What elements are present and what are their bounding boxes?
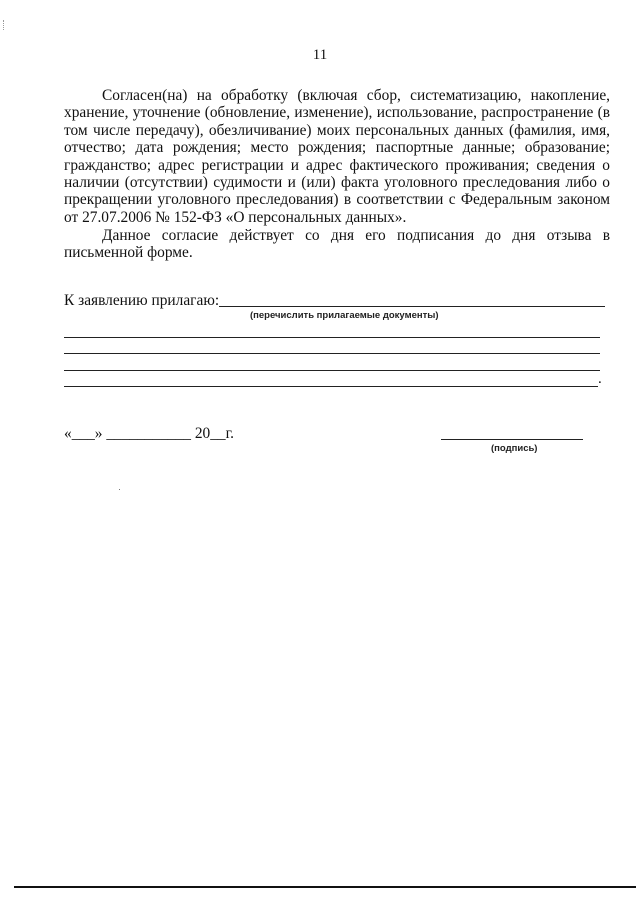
attachments-field-line[interactable] — [219, 306, 605, 307]
attachments-line-3[interactable] — [64, 370, 600, 371]
attachments-end-mark: . — [598, 371, 602, 387]
attachments-line-1[interactable] — [64, 337, 600, 338]
attachments-line-2[interactable] — [64, 353, 600, 354]
margin-mark — [3, 20, 5, 30]
scan-speck — [119, 489, 120, 490]
signature-hint: (подпись) — [491, 443, 538, 454]
page-number: 11 — [312, 47, 328, 63]
validity-paragraph: Данное согласие действует со дня его подписания до дня отзыва в письменной форме. — [64, 227, 610, 262]
consent-paragraph: Согласен(на) на обработку (включая сбор, систематизацию, накопление, хранение, уточнение (обновление, изменение), использование, распространение (в том числе передачу), обезличивание) моих персональных данных (фамилия, имя, отчество; дата рождения; место рождения; паспортные данные; образование; гражданство; адрес регистрации и адрес фактического проживания; сведения о наличии (отсутствии) судимости и (или) факта уголовного преследования либо о прекращении уголовного преследования) в соответствии с Федеральным законом от 27.07.2006 № 152-ФЗ «О персональных данных». — [64, 87, 610, 226]
attachments-label: К заявлению прилагаю: — [64, 292, 220, 309]
bottom-rule — [14, 886, 636, 888]
attachments-line-4[interactable] — [64, 386, 598, 387]
date-field[interactable]: «___» ___________ 20__г. — [64, 425, 235, 442]
signature-line[interactable] — [441, 439, 583, 440]
attachments-hint: (перечислить прилагаемые документы) — [250, 310, 439, 321]
